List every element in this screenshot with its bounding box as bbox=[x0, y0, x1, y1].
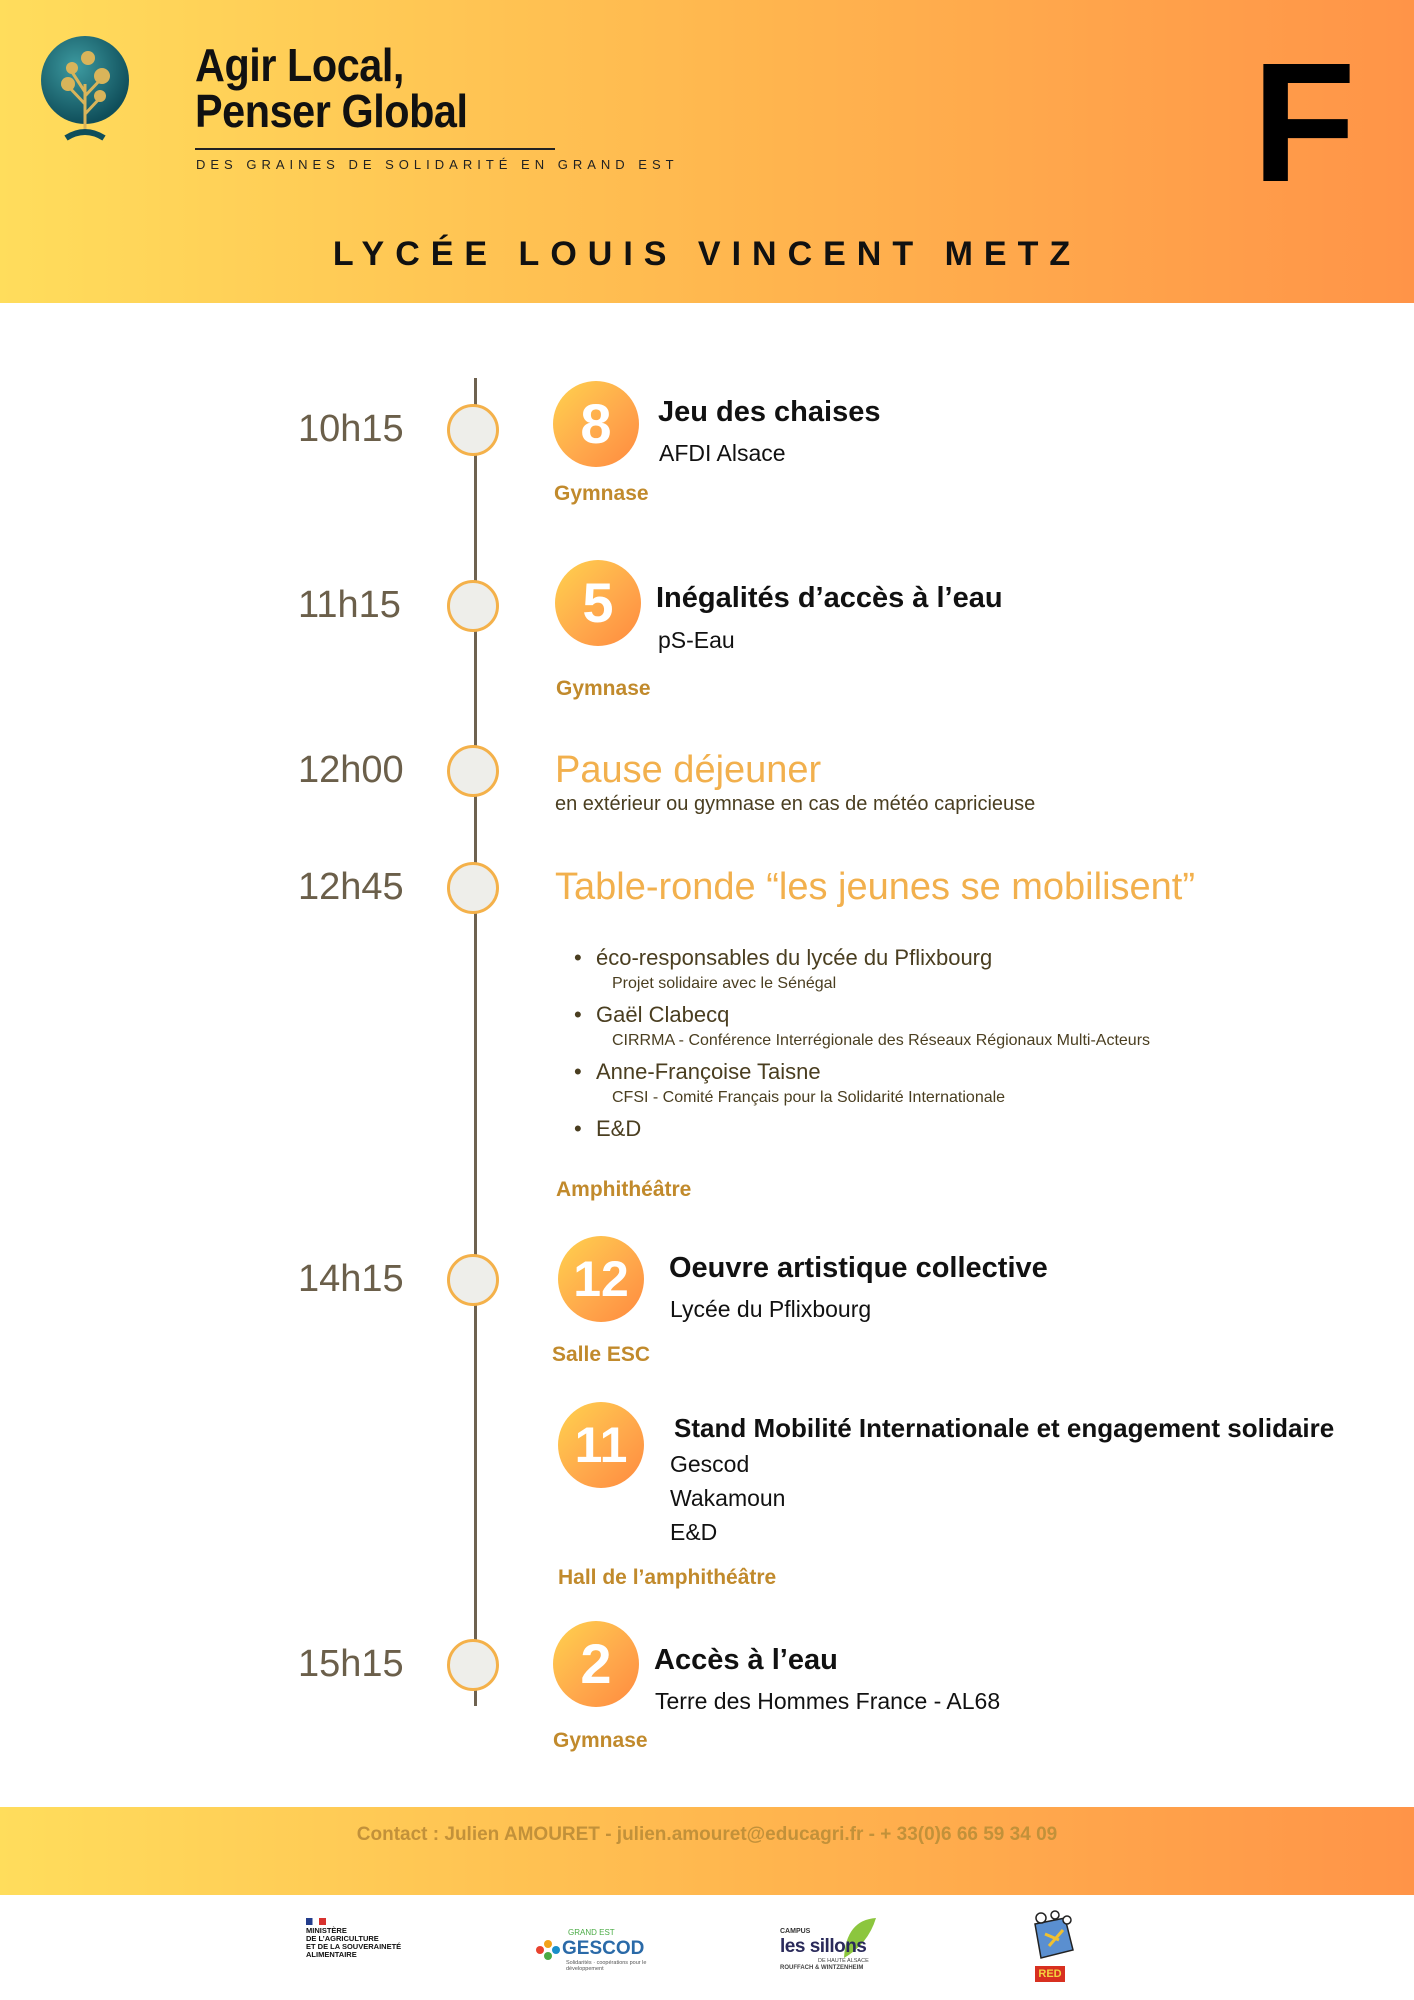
activity-number-badge: 5 bbox=[555, 560, 641, 646]
activity-title: Stand Mobilité Internationale et engagement solidaire bbox=[674, 1413, 1335, 1443]
activity-location: Gymnase bbox=[556, 677, 651, 700]
activity-organizer: Lycée du Pflixbourg bbox=[670, 1296, 872, 1322]
time-label: 10h15 bbox=[298, 408, 404, 450]
time-label: 11h15 bbox=[298, 584, 401, 626]
activity-title: Jeu des chaises bbox=[658, 396, 881, 428]
activity-organizer: Gescod bbox=[670, 1451, 750, 1477]
time-label: 14h15 bbox=[298, 1258, 404, 1300]
timeline-dot bbox=[447, 745, 499, 797]
panelist-item bbox=[574, 943, 1150, 1000]
panelist-desc: Projet solidaire avec le Sénégal bbox=[612, 975, 837, 992]
ministry-line: ET DE LA SOUVERAINETÉ bbox=[306, 1942, 402, 1951]
panelist-name: • Gaël Clabecq bbox=[574, 1000, 1150, 1030]
activity-title: Oeuvre artistique collective bbox=[669, 1252, 1048, 1284]
school-name: LYCÉE LOUIS VINCENT METZ bbox=[332, 235, 1082, 273]
ministry-line: ALIMENTAIRE bbox=[306, 1950, 357, 1959]
activity-number-badge: 8 bbox=[553, 381, 639, 467]
activity-organizer: Terre des Hommes France - AL68 bbox=[655, 1688, 1001, 1714]
panelist-name: • Anne-Françoise Taisne bbox=[574, 1057, 1150, 1087]
panelist-desc: CFSI - Comité Français pour la Solidarité Internationale bbox=[612, 1089, 1006, 1106]
activity-organizer: Wakamoun bbox=[670, 1485, 786, 1511]
panelist-name: • E&D bbox=[574, 1114, 1150, 1144]
timeline-dot bbox=[447, 580, 499, 632]
time-label: 12h00 bbox=[298, 749, 404, 791]
gescod-mark-icon bbox=[534, 1938, 562, 1962]
panelist-item bbox=[574, 1114, 1150, 1144]
panelist-list bbox=[574, 943, 1150, 1144]
red-logo bbox=[1021, 1910, 1081, 1986]
event-title-line2: Penser Global bbox=[195, 85, 468, 137]
activity-location: Gymnase bbox=[554, 482, 649, 505]
activity-organizer: E&D bbox=[670, 1519, 718, 1545]
time-label: 12h45 bbox=[298, 866, 404, 908]
timeline-dot bbox=[447, 1639, 499, 1691]
activity-number-badge: 12 bbox=[558, 1236, 644, 1322]
gescod-logo bbox=[534, 1924, 647, 1974]
footer-banner bbox=[0, 1807, 1414, 1895]
ministry-logo bbox=[306, 1918, 416, 1984]
activity-title: Accès à l’eau bbox=[654, 1644, 838, 1676]
timeline-dot bbox=[447, 862, 499, 914]
tree-globe-logo bbox=[38, 34, 132, 148]
break-note: en extérieur ou gymnase en cas de météo capricieuse bbox=[555, 793, 1036, 815]
activity-location: Salle ESC bbox=[552, 1343, 651, 1366]
flag-icon bbox=[306, 1918, 326, 1925]
gescod-top: GRAND EST bbox=[568, 1928, 615, 1937]
panelist-name: • éco-responsables du lycée du Pflixbourg bbox=[574, 943, 1150, 973]
activity-location: Hall de l’amphithéâtre bbox=[558, 1566, 777, 1589]
sillons-sub1: DE HAUTE ALSACE bbox=[818, 1958, 869, 1964]
activity-location: Amphithéâtre bbox=[556, 1178, 692, 1201]
people-map-icon bbox=[1025, 1910, 1079, 1964]
panelist-item bbox=[574, 1000, 1150, 1057]
activity-location: Gymnase bbox=[553, 1729, 648, 1752]
ministry-line: MINISTÈRE bbox=[306, 1926, 347, 1935]
activity-organizer: AFDI Alsace bbox=[659, 440, 786, 466]
campus-label: CAMPUS bbox=[780, 1928, 811, 1935]
time-label: 15h15 bbox=[298, 1643, 404, 1685]
activity-number-badge: 2 bbox=[553, 1621, 639, 1707]
activity-title: Inégalités d’accès à l’eau bbox=[656, 582, 1003, 614]
activity-number-badge: 11 bbox=[558, 1402, 644, 1488]
sillons-sub2: ROUFFACH & WINTZENHEIM bbox=[780, 1965, 864, 1971]
gescod-name: GESCOD bbox=[562, 1938, 645, 1959]
timeline-line bbox=[474, 378, 477, 1706]
sillons-name: les sillons bbox=[780, 1936, 867, 1957]
timeline-dot bbox=[447, 1254, 499, 1306]
panelist-desc: CIRRMA - Conférence Interrégionale des Réseaux Régionaux Multi-Acteurs bbox=[612, 1032, 1151, 1049]
red-label: RED bbox=[1035, 1966, 1065, 1982]
activity-organizer: pS-Eau bbox=[658, 627, 735, 653]
ministry-line: DE L’AGRICULTURE bbox=[306, 1934, 379, 1943]
timeline-dot bbox=[447, 404, 499, 456]
group-letter: F bbox=[1252, 28, 1356, 218]
event-title-line1: Agir Local, bbox=[195, 39, 404, 91]
contact-info: Contact : Julien AMOURET - julien.amouret@educagri.fr - + 33(0)6 66 59 34 09 bbox=[356, 1824, 1058, 1845]
roundtable-title: Table-ronde “les jeunes se mobilisent” bbox=[555, 866, 1195, 908]
title-divider bbox=[195, 148, 555, 150]
gescod-sub: Solidarités · coopérations pour le développement bbox=[566, 1960, 647, 1972]
break-title: Pause déjeuner bbox=[555, 749, 822, 791]
tagline: DES GRAINES DE SOLIDARITÉ EN GRAND EST bbox=[196, 157, 679, 172]
campus-sillons-logo bbox=[778, 1914, 890, 1972]
panelist-item bbox=[574, 1057, 1150, 1114]
